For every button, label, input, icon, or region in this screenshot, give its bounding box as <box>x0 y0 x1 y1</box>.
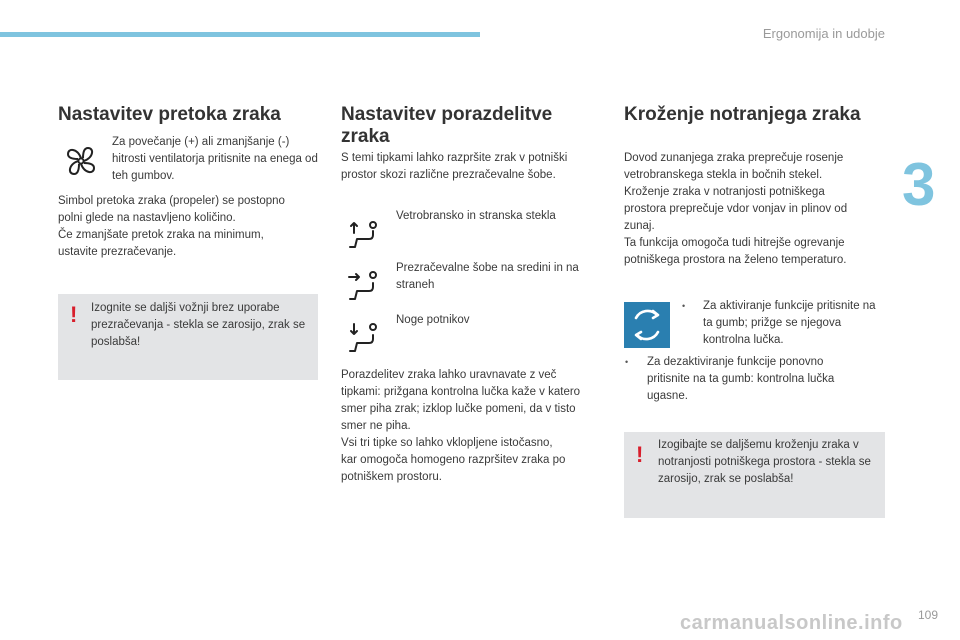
warning-box-ventilation <box>58 294 318 380</box>
distribution-item-label: Prezračevalne šobe na sredini in na straneh <box>396 262 579 291</box>
warning-icon: ! <box>636 442 644 467</box>
distribution-item-label: Vetrobransko in stranska stekla <box>396 210 556 222</box>
bullet-icon: • <box>682 301 686 311</box>
section-header: Ergonomija in udobje <box>762 26 885 41</box>
recirculation-icon <box>624 302 670 348</box>
distribution-item-label: Noge potnikov <box>396 314 470 326</box>
title-air-flow: Nastavitev pretoka zraka <box>58 104 281 125</box>
air-flow-body: Simbol pretoka zraka (propeler) se postopno polni glede na nastavljeno količino. Če zmanjšate pretok zraka na minimum, ustavite prezračevanje. <box>58 195 285 258</box>
fan-text: Za povečanje (+) ali zmanjšanje (-) hitrosti ventilatorja pritisnite na enega od teh gumbov. <box>112 136 318 182</box>
fan-icon <box>64 144 98 178</box>
footwell-air-icon <box>347 322 381 354</box>
bullet-icon: • <box>625 357 629 367</box>
distribution-body: Porazdelitev zraka lahko uravnavate z več tipkami: prižgana kontrolna lučka kaže v katero smer piha zrak; izklop lučke pomeni, da v tisto smer ne piha. Vsi tri tipke so lahko vklopljene istočasno, kar omogoča homogeno razpršitev zraka po potniškem prostoru. <box>341 369 581 483</box>
deactivate-text: Za dezaktiviranje funkcije ponovno pritisnite na ta gumb: kontrolna lučka ugasne. <box>647 356 835 402</box>
title-air-recirculation: Kroženje notranjega zraka <box>624 104 861 125</box>
recirculation-body: Dovod zunanjega zraka preprečuje rosenje vetrobranskega stekla in bočnih stekel. Kroženje zraka v notranjosti potniškega prostora preprečuje vdor vonjav in plinov od zunaj. Ta funkcija omogoča tudi hitrejše ogrevanje potniškega prostora na želeno temperaturo. <box>624 152 848 266</box>
warning-text: Izogibajte se daljšemu kroženju zraka v notranjosti potniškega prostora - stekla se zarosijo, zrak se poslabša! <box>658 439 871 485</box>
center-side-vents-air-icon <box>347 270 381 302</box>
distribution-intro: S temi tipkami lahko razpršite zrak v potniški prostor skozi različne prezračevalne šobe. <box>341 152 568 181</box>
warning-icon: ! <box>70 302 78 327</box>
activate-text: Za aktiviranje funkcije pritisnite na ta gumb; prižge se njegova kontrolna lučka. <box>703 300 876 346</box>
chapter-number: 3 <box>902 151 936 218</box>
warning-text: Izognite se daljši vožnji brez uporabe prezračevanja - stekla se zarosijo, zrak se poslabša! <box>91 302 306 348</box>
windshield-side-air-icon <box>347 220 381 250</box>
warning-box-recirculation <box>624 432 885 518</box>
page-number: 109 <box>917 608 938 622</box>
top-accent-bar <box>0 32 480 37</box>
watermark: carmanualsonline.info <box>680 612 903 634</box>
title-air-distribution: Nastavitev porazdelitve zraka <box>341 104 553 147</box>
